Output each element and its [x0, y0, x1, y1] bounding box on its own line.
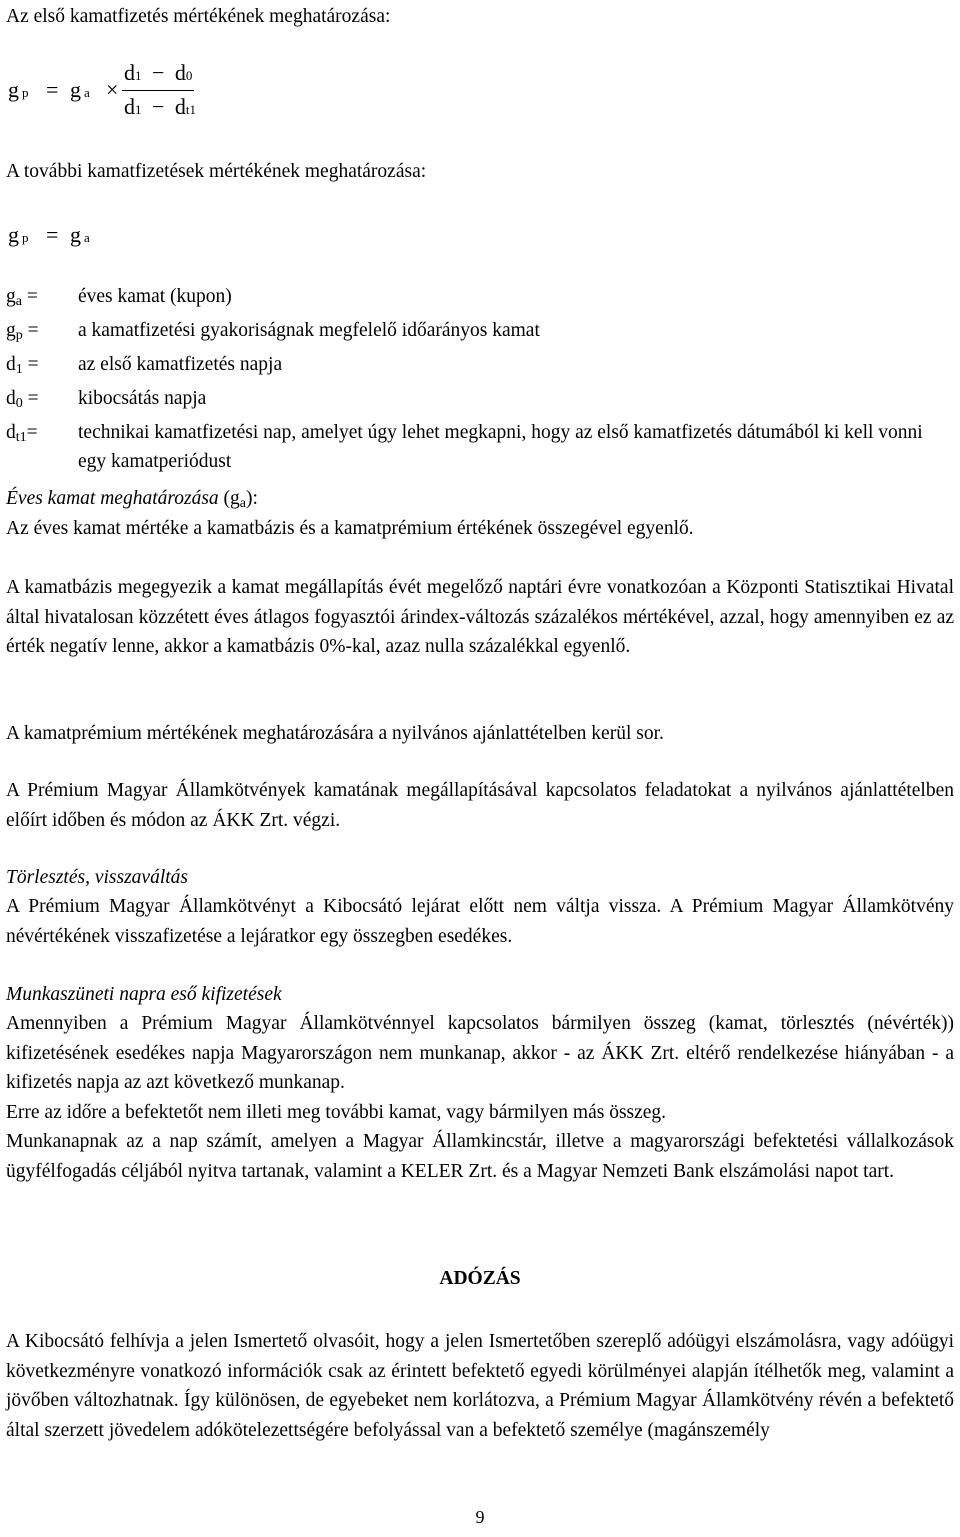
formula-gp-sub: p: [22, 85, 29, 100]
formula-denominator: d1 − dt1: [124, 94, 197, 119]
formula-times: ×: [106, 77, 119, 102]
repayment-heading: Törlesztés, visszaváltás: [6, 867, 189, 888]
premium-paragraph: A kamatprémium mértékének meghatározására a nyilvános ajánlattételben kerül sor.: [6, 723, 664, 744]
holiday-text: Amennyiben a Prémium Magyar Államkötvénnyel kapcsolatos bármilyen összeg (kamat, törlesztés (névérték)) kifizetésének esedékes napja Magyarországon nem munkanap, akkor - az ÁKK Zrt. eltérő rendelkezése hiányában - a kifizetés napja az azt következő munkanap. Erre az időre a befektetőt nem illeti meg további kamat, vagy bármilyen más összeg. Munkanapnak az a nap számít, amelyen a Magyar Államkincstár, illetve a magyarországi befektetési vállalkozások ügyfélfogadás céljából nyitva tartanak, valamint a KELER Zrt. és a Magyar Nemzeti Bank elszámolási napot tart.: [6, 1013, 954, 1182]
first-interest-heading: Az első kamatfizetés mértékének meghatározása:: [6, 6, 391, 27]
repayment-text: A Prémium Magyar Államkötvényt a Kibocsátó lejárat előtt nem váltja vissza. A Prémium Magyar Államkötvény névértékének visszafizetése a lejáratkor egy összegben esedékes.: [6, 896, 954, 947]
definition-row: dt1= technikai kamatfizetési nap, amelyet úgy lehet megkapni, hogy az első kamatfizetés dátumából ki kell vonni egy kamatperiódust: [6, 422, 923, 472]
definition-row: d1 = az első kamatfizetés napja: [6, 354, 283, 377]
definition-row: ga = éves kamat (kupon): [6, 286, 232, 309]
formula-ga-var: g: [70, 77, 81, 102]
interest-base-paragraph: A kamatbázis megegyezik a kamat megállapítás évét megelőző naptári évre vonatkozóan a Központi Statisztikai Hivatal által hivatalosan közzétett éves átlagos fogyasztói árindex-változás százalékos mértékével, azzal, hogy amennyiben ez az érték negatív lenne, akkor a kamatbázis 0%-kal, azaz nulla százalékkal egyenlő.: [6, 577, 954, 657]
page-number: 9: [475, 1507, 485, 1527]
variable-definitions: [6, 282, 954, 476]
further-interest-heading: A további kamatfizetések mértékének meghatározása:: [6, 161, 427, 182]
definition-row: d0 = kibocsátás napja: [6, 388, 207, 411]
tax-heading: ADÓZÁS: [439, 1268, 521, 1289]
formula-gp-var: g: [8, 77, 19, 102]
holiday-heading: Munkaszüneti napra eső kifizetések: [6, 984, 282, 1005]
formula-ga-sub: a: [84, 85, 90, 100]
tax-paragraph: A Kibocsátó felhívja a jelen Ismertető olvasóit, hogy a jelen Ismertetőben szereplő adóügyi elszámolásra, vagy adóügyi következményre vonatkozó információk csak az érintett befektető egyedi körülményei alapján ítélhetők meg, valamint a jövőben változhatnak. Így különösen, de egyebeket nem korlátozva, a Prémium Magyar Államkötvény révén a befektető által szerzett jövedelem adókötelezettségére befolyással van a befektető személye (magánszemély: [6, 1331, 954, 1441]
annual-interest-text: Az éves kamat mértéke a kamatbázis és a kamatprémium értékének összegével egyenlő.: [6, 518, 694, 539]
formula-numerator: d1 − d0: [124, 60, 193, 85]
akk-paragraph: A Prémium Magyar Államkötvények kamatának megállapításával kapcsolatos feladatokat a nyilvános ajánlattételben előírt időben és módon az ÁKK Zrt. végzi.: [6, 780, 954, 831]
formula-equals: =: [46, 77, 59, 102]
fraction-bar: [122, 90, 194, 91]
annual-interest-heading: Éves kamat meghatározása (ga):: [6, 488, 258, 511]
definition-row: gp = a kamatfizetési gyakoriságnak megfelelő időarányos kamat: [6, 320, 540, 343]
